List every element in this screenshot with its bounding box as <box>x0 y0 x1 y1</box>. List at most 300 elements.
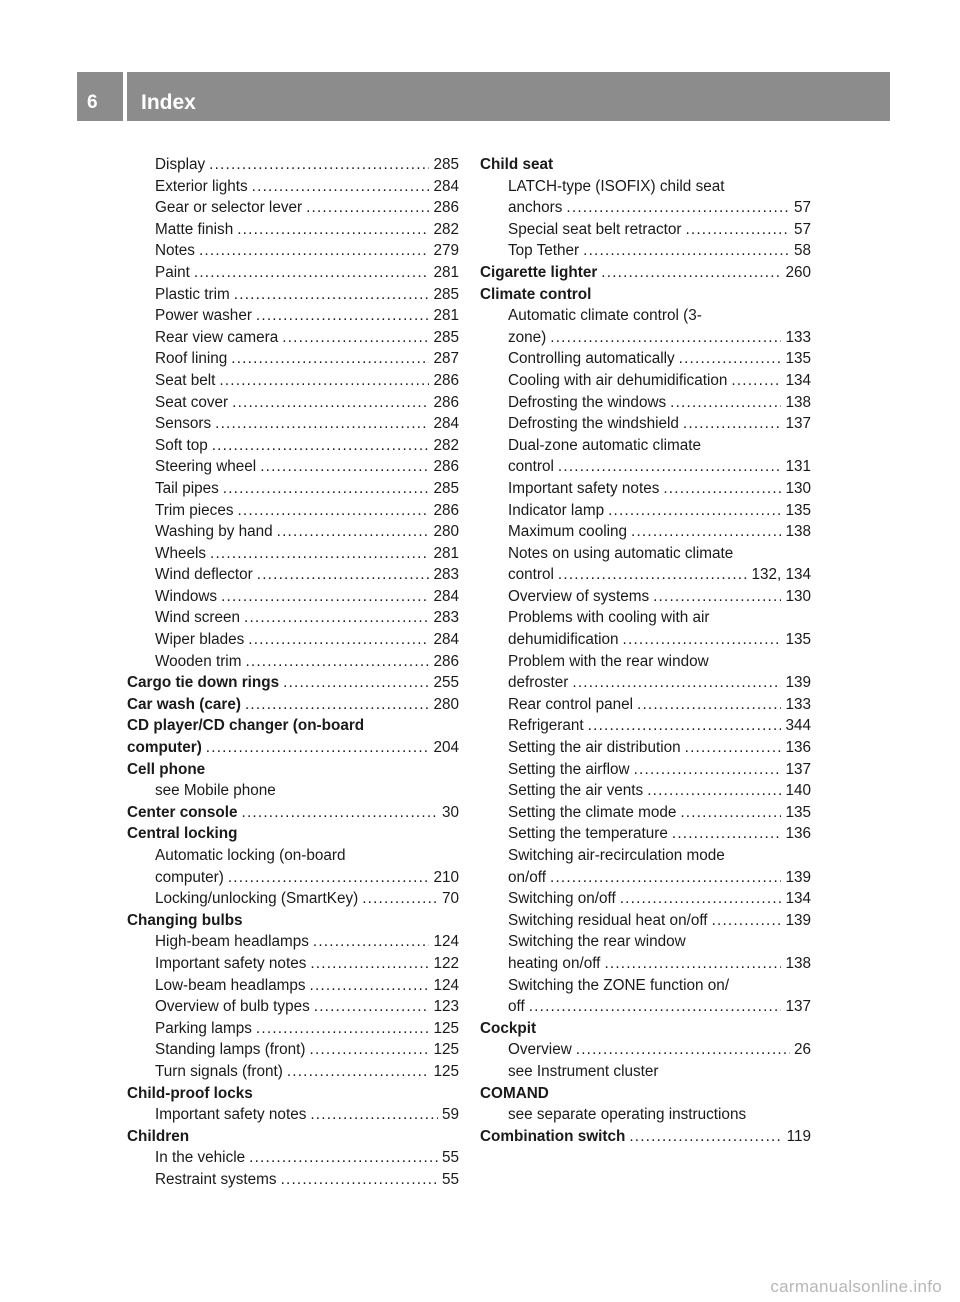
entry-label: Indicator lamp <box>508 501 605 519</box>
entry-page-number: 255 <box>433 674 459 692</box>
dot-leader <box>679 348 782 370</box>
entry-label: High-beam headlamps <box>155 933 309 951</box>
dot-leader <box>215 413 429 435</box>
index-entry-sub <box>127 931 459 953</box>
entry-label: Defrosting the windshield <box>508 415 679 433</box>
dot-leader <box>683 413 782 435</box>
entry-label: Exterior lights <box>155 177 248 195</box>
dot-leader <box>653 586 781 608</box>
dot-leader <box>252 176 430 198</box>
index-entry-sub <box>480 1104 811 1126</box>
entry-page-number: 139 <box>785 674 811 692</box>
index-entry-main <box>480 1018 811 1040</box>
entry-page-number: 55 <box>441 1170 459 1188</box>
entry-label: Important safety notes <box>508 479 660 497</box>
index-entry-sub <box>480 845 811 867</box>
entry-page-number: 140 <box>785 782 811 800</box>
entry-page-number: 282 <box>433 436 459 454</box>
index-entry-sub <box>480 1039 811 1061</box>
index-entry-main <box>127 1126 459 1148</box>
entry-label: Climate control <box>480 285 592 303</box>
entry-label: Steering wheel <box>155 458 257 476</box>
index-entry-sub <box>480 521 811 543</box>
index-entry-sub <box>480 953 811 975</box>
entry-page-number: 123 <box>433 998 459 1016</box>
entry-page-number: 137 <box>785 998 811 1016</box>
entry-page-number: 286 <box>433 652 459 670</box>
entry-page-number: 135 <box>785 350 811 368</box>
entry-label: Gear or selector lever <box>155 199 303 217</box>
index-entry-sub <box>480 975 811 997</box>
entry-page-number: 282 <box>433 220 459 238</box>
dot-leader <box>199 240 430 262</box>
entry-label: Defrosting the windows <box>508 393 667 411</box>
dot-leader <box>310 1039 430 1061</box>
entry-page-number: 133 <box>785 695 811 713</box>
entry-label: Automatic climate control (3- <box>508 307 702 325</box>
index-entry-sub <box>480 392 811 414</box>
dot-leader <box>550 327 781 349</box>
dot-leader <box>685 737 782 759</box>
dot-leader <box>256 305 430 327</box>
index-entry-sub <box>480 413 811 435</box>
dot-leader <box>257 564 430 586</box>
dot-leader <box>558 564 748 586</box>
entry-label: Wooden trim <box>155 652 242 670</box>
entry-label: control <box>508 566 554 584</box>
entry-page-number: 279 <box>433 242 459 260</box>
entry-label: defroster <box>508 674 569 692</box>
dot-leader <box>232 392 429 414</box>
entry-label: Matte finish <box>155 220 234 238</box>
entry-page-number: 281 <box>433 307 459 325</box>
index-entry-sub <box>127 392 459 414</box>
index-entry-sub <box>127 888 459 910</box>
entry-label: Washing by hand <box>155 523 273 541</box>
entry-label: Overview <box>508 1041 572 1059</box>
index-entry-sub <box>480 802 811 824</box>
index-entry-sub <box>480 240 811 262</box>
index-entry-sub <box>480 327 811 349</box>
index-entry-sub <box>127 1104 459 1126</box>
entry-label: Cooling with air dehumidification <box>508 371 728 389</box>
index-entry-sub <box>127 845 459 867</box>
entry-label: Rear view camera <box>155 328 279 346</box>
entry-page-number: 281 <box>433 544 459 562</box>
entry-page-number: 283 <box>433 609 459 627</box>
entry-label: see separate operating instructions <box>508 1106 747 1124</box>
index-entry-sub <box>127 1061 459 1083</box>
entry-label: Wind deflector <box>155 566 253 584</box>
dot-leader <box>281 1169 438 1191</box>
entry-label: Cigarette lighter <box>480 263 598 281</box>
dot-leader <box>287 1061 430 1083</box>
entry-page-number: 139 <box>785 911 811 929</box>
dot-leader <box>647 780 781 802</box>
index-entry-sub <box>127 564 459 586</box>
dot-leader <box>231 348 429 370</box>
entry-page-number: 135 <box>785 501 811 519</box>
dot-leader <box>260 456 429 478</box>
entry-label: Rear control panel <box>508 695 633 713</box>
entry-label: heating on/off <box>508 954 601 972</box>
index-entry-sub <box>127 586 459 608</box>
dot-leader <box>604 953 781 975</box>
dot-leader <box>282 327 429 349</box>
entry-label: Child-proof locks <box>127 1084 253 1102</box>
entry-label: Power washer <box>155 307 252 325</box>
index-entry-sub <box>480 715 811 737</box>
index-entry-sub <box>127 305 459 327</box>
dot-leader <box>223 478 430 500</box>
index-entry-sub <box>480 888 811 910</box>
entry-label: Turn signals (front) <box>155 1062 283 1080</box>
page-number: 6 <box>87 92 98 113</box>
dot-leader <box>245 651 429 673</box>
entry-page-number: 285 <box>433 156 459 173</box>
entry-label: Seat belt <box>155 371 216 389</box>
entry-page-number: 285 <box>433 328 459 346</box>
entry-label: Dual-zone automatic climate <box>508 436 701 454</box>
index-entry-sub <box>127 996 459 1018</box>
entry-label: LATCH-type (ISOFIX) child seat <box>508 177 725 195</box>
entry-label: on/off <box>508 868 546 886</box>
index-entry-main <box>127 1083 459 1105</box>
dot-leader <box>550 867 781 889</box>
entry-page-number: 281 <box>433 263 459 281</box>
entry-page-number: 124 <box>433 933 459 951</box>
index-entry-main <box>480 1126 811 1148</box>
dot-leader <box>194 262 430 284</box>
entry-page-number: 124 <box>433 976 459 994</box>
index-entry-sub <box>480 607 811 629</box>
dot-leader <box>566 197 790 219</box>
index-entry-sub <box>127 370 459 392</box>
dot-leader <box>663 478 781 500</box>
entry-label: Standing lamps (front) <box>155 1041 306 1059</box>
section-title: Index <box>141 91 196 114</box>
entry-label: COMAND <box>480 1084 549 1102</box>
dot-leader <box>672 823 782 845</box>
entry-label: Display <box>155 156 206 173</box>
index-entry-main <box>480 1083 811 1105</box>
entry-page-number: 284 <box>433 631 459 649</box>
entry-label: see Mobile phone <box>155 782 276 800</box>
dot-leader <box>209 154 429 176</box>
dot-leader <box>245 694 430 716</box>
dot-leader <box>670 392 781 414</box>
index-entry-main <box>480 262 811 284</box>
index-entry-sub <box>480 478 811 500</box>
index-entry-main <box>127 759 459 781</box>
dot-leader <box>234 284 430 306</box>
entry-page-number: 210 <box>433 868 459 886</box>
entry-page-number: 26 <box>793 1041 811 1059</box>
entry-label: off <box>508 998 525 1016</box>
entry-page-number: 284 <box>433 177 459 195</box>
entry-label: Parking lamps <box>155 1019 252 1037</box>
index-entry-sub <box>480 348 811 370</box>
dot-leader <box>608 500 781 522</box>
dot-leader <box>620 888 782 910</box>
entry-label: Problems with cooling with air <box>508 609 710 627</box>
entry-label: computer) <box>127 739 202 757</box>
index-entry-sub <box>480 370 811 392</box>
dot-leader <box>637 694 781 716</box>
index-entry-sub <box>127 327 459 349</box>
index-entry-sub <box>480 543 811 565</box>
entry-label: Switching residual heat on/off <box>508 911 708 929</box>
index-entry-sub <box>480 780 811 802</box>
index-entry-sub <box>480 996 811 1018</box>
entry-label: Top Tether <box>508 242 580 260</box>
page-header <box>77 72 890 121</box>
index-entry-sub <box>127 543 459 565</box>
entry-page-number: 280 <box>433 523 459 541</box>
index-entry-sub <box>127 219 459 241</box>
index-entry-sub <box>127 867 459 889</box>
index-entry-sub <box>480 586 811 608</box>
entry-page-number: 122 <box>433 954 459 972</box>
index-entry-main <box>480 154 811 176</box>
entry-label: Cell phone <box>127 760 206 778</box>
dot-leader <box>248 629 429 651</box>
dot-leader <box>529 996 782 1018</box>
index-entry-sub <box>480 651 811 673</box>
index-column-right <box>480 154 811 1147</box>
entry-label: dehumidification <box>508 631 619 649</box>
entry-page-number: 134 <box>785 890 811 908</box>
entry-page-number: 59 <box>441 1106 459 1124</box>
entry-label: Setting the temperature <box>508 825 668 843</box>
dot-leader <box>572 672 781 694</box>
index-entry-sub <box>480 867 811 889</box>
index-entry-sub <box>127 629 459 651</box>
index-entry-sub <box>127 953 459 975</box>
index-entry-sub <box>480 197 811 219</box>
entry-page-number: 131 <box>785 458 811 476</box>
index-entry-sub <box>480 737 811 759</box>
entry-label: Setting the air distribution <box>508 739 681 757</box>
entry-page-number: 125 <box>433 1019 459 1037</box>
entry-label: Switching air-recirculation mode <box>508 847 725 864</box>
dot-leader <box>244 607 429 629</box>
entry-page-number: 125 <box>433 1041 459 1059</box>
entry-label: Important safety notes <box>155 1106 307 1124</box>
entry-label: see Instrument cluster <box>508 1062 659 1080</box>
entry-page-number: 125 <box>433 1062 459 1080</box>
index-entry-sub <box>480 219 811 241</box>
entry-page-number: 284 <box>433 587 459 605</box>
index-entry-sub <box>480 500 811 522</box>
entry-page-number: 286 <box>433 501 459 519</box>
entry-page-number: 286 <box>433 371 459 389</box>
index-entry-sub <box>480 629 811 651</box>
entry-page-number: 133 <box>785 328 811 346</box>
entry-label: Child seat <box>480 156 554 173</box>
entry-label: Restraint systems <box>155 1170 277 1188</box>
entry-label: Switching on/off <box>508 890 616 908</box>
index-entry-sub <box>127 780 459 802</box>
entry-label: Wiper blades <box>155 631 245 649</box>
entry-page-number: 204 <box>433 739 459 757</box>
index-entry-sub <box>127 435 459 457</box>
index-entry-sub <box>127 478 459 500</box>
dot-leader <box>313 931 430 953</box>
entry-page-number: 135 <box>785 803 811 821</box>
entry-label: Setting the air vents <box>508 782 644 800</box>
dot-leader <box>631 521 781 543</box>
entry-label: Changing bulbs <box>127 911 243 929</box>
index-entry-sub <box>480 1061 811 1083</box>
dot-leader <box>219 370 429 392</box>
entry-label: Trim pieces <box>155 501 234 519</box>
entry-label: Notes <box>155 242 195 260</box>
dot-leader <box>210 543 429 565</box>
entry-page-number: 138 <box>785 954 811 972</box>
dot-leader <box>685 219 790 241</box>
dot-leader <box>228 867 430 889</box>
entry-label: Combination switch <box>480 1127 626 1145</box>
entry-label: Setting the climate mode <box>508 803 677 821</box>
index-entry-sub <box>480 305 811 327</box>
index-entry-sub <box>127 154 459 176</box>
entry-label: control <box>508 458 554 476</box>
dot-leader <box>623 629 782 651</box>
index-entry-sub <box>480 910 811 932</box>
entry-label: Switching the ZONE function on/ <box>508 976 730 994</box>
index-entry-sub <box>480 456 811 478</box>
index-entry-sub <box>480 823 811 845</box>
entry-label: Car wash (care) <box>127 695 241 713</box>
index-entry-sub <box>480 435 811 457</box>
dot-leader <box>277 521 430 543</box>
entry-page-number: 130 <box>785 587 811 605</box>
index-entry-main <box>127 823 459 845</box>
entry-page-number: 138 <box>785 523 811 541</box>
entry-label: Special seat belt retractor <box>508 220 682 238</box>
entry-page-number: 286 <box>433 393 459 411</box>
entry-page-number: 285 <box>433 479 459 497</box>
entry-label: Sensors <box>155 415 212 433</box>
entry-label: Important safety notes <box>155 954 307 972</box>
entry-page-number: 283 <box>433 566 459 584</box>
entry-page-number: 286 <box>433 199 459 217</box>
entry-label: Locking/unlocking (SmartKey) <box>155 890 359 908</box>
index-entry-sub <box>127 348 459 370</box>
entry-page-number: 130 <box>785 479 811 497</box>
dot-leader <box>310 953 429 975</box>
entry-page-number: 136 <box>785 739 811 757</box>
index-entry-sub <box>127 1147 459 1169</box>
entry-label: Cockpit <box>480 1019 537 1037</box>
entry-label: Center console <box>127 803 238 821</box>
entry-page-number: 30 <box>441 803 459 821</box>
index-entry-sub <box>480 672 811 694</box>
entry-label: Low-beam headlamps <box>155 976 306 994</box>
entry-label: Maximum cooling <box>508 523 628 541</box>
index-entry-sub <box>127 197 459 219</box>
entry-label: Seat cover <box>155 393 229 411</box>
dot-leader <box>634 759 782 781</box>
entry-label: CD player/CD changer (on-board <box>127 717 365 735</box>
dot-leader <box>221 586 429 608</box>
index-entry-sub <box>127 176 459 198</box>
entry-page-number: 137 <box>785 415 811 433</box>
index-entry-sub <box>127 413 459 435</box>
entry-page-number: 58 <box>793 242 811 260</box>
entry-label: In the vehicle <box>155 1149 246 1167</box>
entry-label: Overview of systems <box>508 587 650 605</box>
dot-leader <box>310 1104 438 1126</box>
entry-label: Notes on using automatic climate <box>508 544 734 562</box>
entry-label: Refrigerant <box>508 717 584 735</box>
dot-leader <box>237 219 429 241</box>
entry-label: computer) <box>155 868 224 886</box>
entry-label: Tail pipes <box>155 479 219 497</box>
entry-label: Controlling automatically <box>508 350 675 368</box>
dot-leader <box>588 715 782 737</box>
index-entry-sub <box>127 1169 459 1191</box>
dot-leader <box>206 737 430 759</box>
dot-leader <box>212 435 430 457</box>
dot-leader <box>242 802 438 824</box>
watermark: carmanualsonline.info <box>770 1277 942 1296</box>
dot-leader <box>256 1018 430 1040</box>
index-entry-main <box>480 284 811 306</box>
dot-leader <box>712 910 782 932</box>
index-entry-main <box>127 672 459 694</box>
dot-leader <box>629 1126 782 1148</box>
dot-leader <box>576 1039 790 1061</box>
dot-leader <box>601 262 781 284</box>
entry-page-number: 284 <box>433 415 459 433</box>
entry-label: Plastic trim <box>155 285 230 303</box>
entry-page-number: 280 <box>433 695 459 713</box>
entry-label: anchors <box>508 199 563 217</box>
entry-page-number: 55 <box>441 1149 459 1167</box>
index-entry-sub <box>127 1039 459 1061</box>
dot-leader <box>680 802 781 824</box>
entry-page-number: 286 <box>433 458 459 476</box>
entry-page-number: 260 <box>785 263 811 281</box>
index-entry-sub <box>127 240 459 262</box>
index-entry-sub <box>127 262 459 284</box>
entry-page-number: 138 <box>785 393 811 411</box>
entry-label: Soft top <box>155 436 208 454</box>
entry-page-number: 70 <box>441 890 459 908</box>
dot-leader <box>310 975 430 997</box>
dot-leader <box>558 456 782 478</box>
index-entry-sub <box>127 456 459 478</box>
entry-page-number: 132, 134 <box>751 566 811 584</box>
entry-page-number: 57 <box>793 199 811 217</box>
index-entry-sub <box>127 651 459 673</box>
entry-label: Overview of bulb types <box>155 998 310 1016</box>
entry-label: Switching the rear window <box>508 933 686 951</box>
entry-label: Setting the airflow <box>508 760 630 778</box>
index-entry-sub <box>127 1018 459 1040</box>
entry-page-number: 135 <box>785 631 811 649</box>
entry-label: Children <box>127 1127 190 1145</box>
dot-leader <box>237 500 429 522</box>
index-entry-main <box>127 694 459 716</box>
index-entry-sub <box>127 607 459 629</box>
entry-label: Central locking <box>127 825 238 843</box>
index-entry-sub <box>480 564 811 586</box>
entry-label: Paint <box>155 263 190 281</box>
entry-label: Problem with the rear window <box>508 652 709 670</box>
